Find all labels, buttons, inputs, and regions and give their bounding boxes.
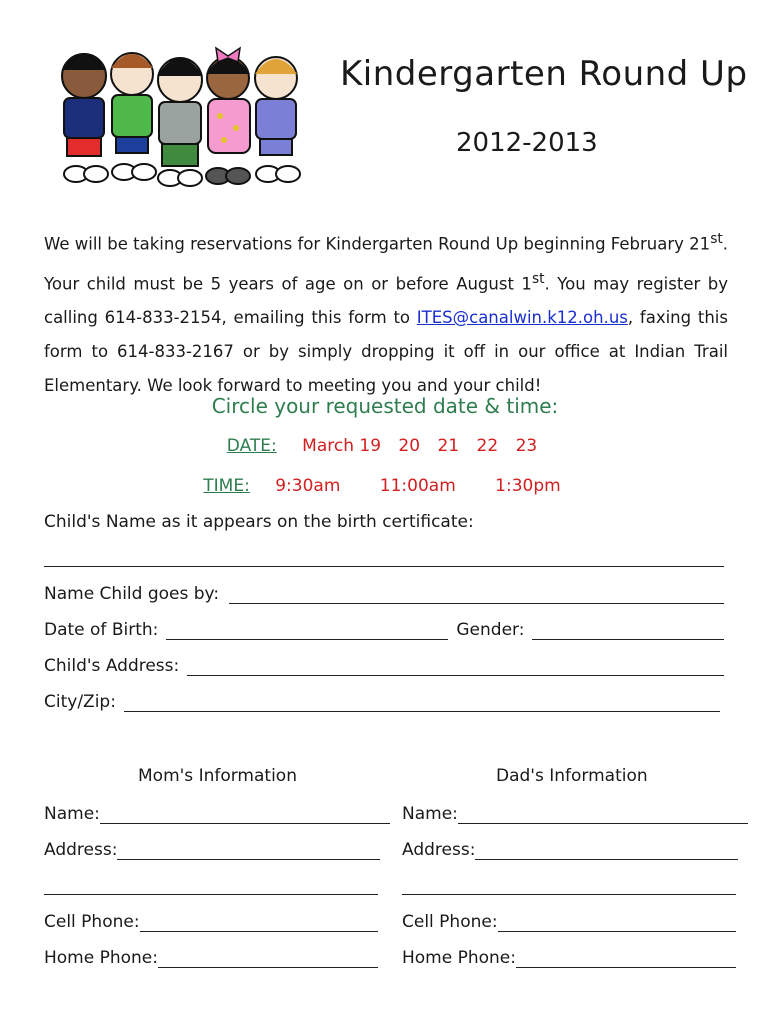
name-goes-by-row: [44, 584, 724, 604]
intro-text: . You may register by calling 614-833-2154, emailing this form to: [44, 274, 729, 327]
dad-name-field[interactable]: [458, 805, 748, 824]
mom-home-field[interactable]: [158, 949, 378, 968]
mom-address-row: [44, 840, 380, 860]
cityzip-row: [44, 692, 720, 712]
time-option[interactable]: 1:30pm: [495, 476, 561, 496]
date-option[interactable]: 21: [437, 436, 460, 456]
dad-info-heading: Dad's Information: [496, 766, 648, 786]
intro-text: , faxing this form to 614-833-2167 or by simply dropping it off in our office at Indian Trail Elementary. We look forward to meeting you and your child!: [44, 308, 728, 395]
gender-field[interactable]: [532, 621, 724, 640]
mom-name-field[interactable]: [100, 805, 390, 824]
name-goes-by-label: Name Child goes by:: [44, 584, 220, 604]
gender-label: Gender:: [456, 620, 525, 640]
time-label: TIME:: [203, 476, 250, 496]
date-label: DATE:: [226, 436, 277, 456]
mom-cell-row: [44, 912, 378, 932]
child-name-label-row: [44, 512, 474, 532]
mom-name-row: [44, 804, 390, 824]
time-option[interactable]: 9:30am: [275, 476, 341, 496]
child-figure: [255, 57, 300, 182]
dad-name-row: [402, 804, 748, 824]
date-option[interactable]: March 19: [302, 436, 382, 456]
school-year: 2012-2013: [456, 128, 598, 158]
name-goes-by-field[interactable]: [229, 585, 724, 604]
date-option[interactable]: 22: [476, 436, 499, 456]
intro-text: . Your child must be 5 years of age on or before August 1: [44, 234, 728, 293]
email-link[interactable]: ITES@canalwin.k12.oh.us: [416, 308, 628, 327]
mom-cell-field[interactable]: [140, 913, 378, 932]
mom-info-heading: Mom's Information: [138, 766, 297, 786]
intro-paragraph: [44, 222, 728, 403]
dad-address-label: Address:: [402, 840, 476, 860]
mom-home-row: [44, 948, 378, 968]
time-options-row: [0, 476, 770, 496]
child-name-label: Child's Name as it appears on the birth certificate:: [44, 512, 474, 532]
child-name-field[interactable]: [44, 548, 724, 567]
dad-name-label: Name:: [402, 804, 458, 824]
mom-address-line2-field[interactable]: [44, 876, 378, 895]
address-row: [44, 656, 724, 676]
child-figure: [206, 48, 250, 184]
dob-label: Date of Birth:: [44, 620, 159, 640]
children-clipart-illustration: [40, 36, 312, 192]
mom-name-label: Name:: [44, 804, 100, 824]
dad-home-row: [402, 948, 736, 968]
dad-home-field[interactable]: [516, 949, 736, 968]
mom-cell-label: Cell Phone:: [44, 912, 140, 932]
address-field[interactable]: [187, 657, 724, 676]
dad-address-line2-field[interactable]: [402, 876, 736, 895]
mom-address-label: Address:: [44, 840, 118, 860]
time-option[interactable]: 11:00am: [379, 476, 456, 496]
mom-address-field[interactable]: [117, 841, 380, 860]
selection-heading: Circle your requested date & time:: [211, 394, 559, 418]
date-options-row: [0, 436, 770, 456]
ordinal-suffix: st: [531, 270, 545, 287]
ordinal-suffix: st: [710, 231, 723, 247]
child-figure: [62, 53, 108, 182]
dob-field[interactable]: [166, 621, 448, 640]
child-figure: [111, 53, 156, 180]
dad-cell-label: Cell Phone:: [402, 912, 498, 932]
date-option[interactable]: 20: [398, 436, 421, 456]
dad-address-row: [402, 840, 738, 860]
dad-cell-field[interactable]: [498, 913, 736, 932]
dad-cell-row: [402, 912, 736, 932]
dad-home-label: Home Phone:: [402, 948, 516, 968]
page-title: Kindergarten Round Up: [340, 54, 748, 94]
date-option[interactable]: 23: [515, 436, 538, 456]
dob-gender-row: [44, 620, 724, 640]
mom-home-label: Home Phone:: [44, 948, 158, 968]
address-label: Child's Address:: [44, 656, 180, 676]
intro-text: We will be taking reservations for Kindergarten Round Up beginning February 21: [44, 234, 711, 254]
cityzip-label: City/Zip:: [44, 692, 116, 712]
dad-address-field[interactable]: [475, 841, 738, 860]
child-figure: [157, 58, 203, 186]
cityzip-field[interactable]: [124, 693, 720, 712]
